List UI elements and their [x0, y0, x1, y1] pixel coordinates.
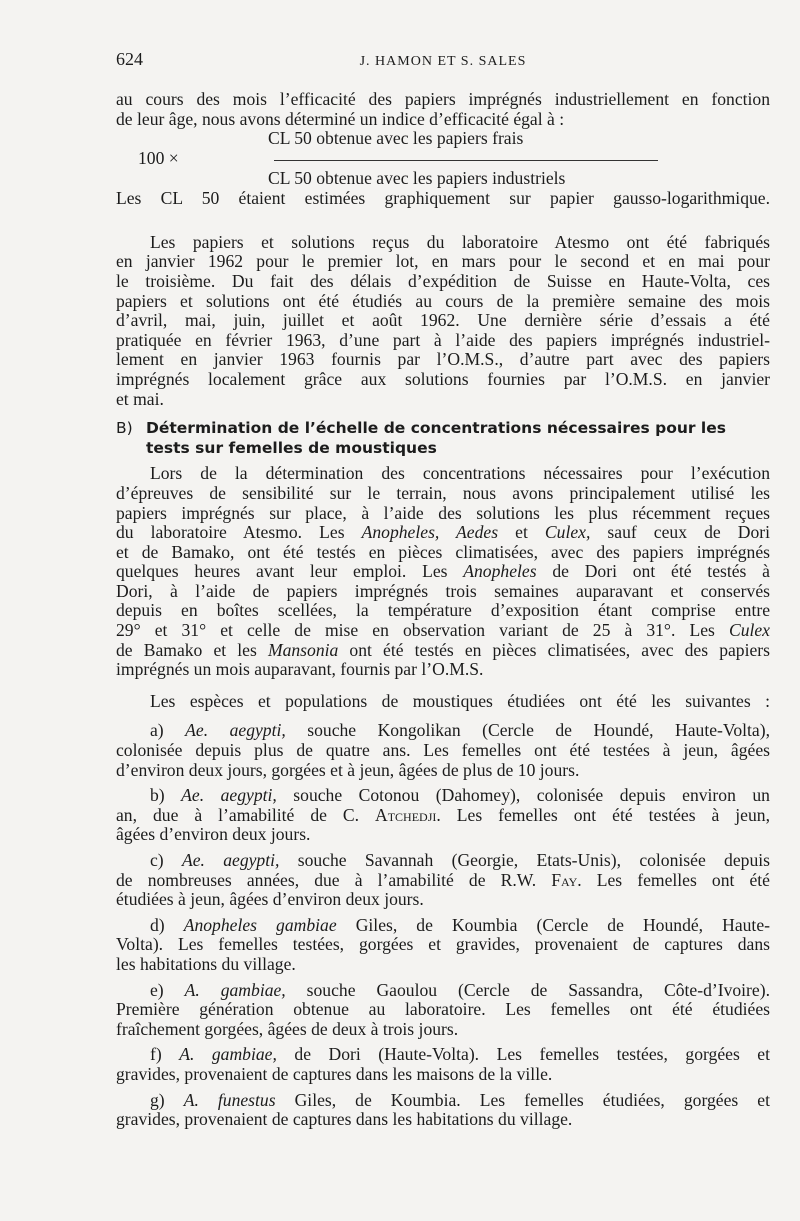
text-line	[116, 601, 770, 621]
text-run: souche Gaoulou (Cercle de Sassandra, Côte-d’Ivoire).	[285, 979, 770, 1000]
text-run: en janvier 1962 pour le premier lot, en mars pour le second et en mai pour	[116, 251, 770, 272]
text-line	[116, 1045, 770, 1065]
text-run: depuis en boîtes scellées, la température d’exposition étant comprise entre	[116, 600, 770, 621]
species-item	[116, 851, 770, 910]
paragraph-concentrations	[116, 464, 770, 680]
text-run: Première génération obtenue au laboratoire. Les femelles ont été étudiées	[116, 999, 770, 1020]
text-run: de leur âge, nous avons déterminé un indice d’efficacité égal à :	[116, 108, 565, 129]
text-run: d)	[150, 914, 184, 935]
text-run: colonisée depuis plus de quatre ans. Les femelles ont été testées à jeun, âgées	[116, 740, 770, 761]
text-run: de Bamako et les	[116, 639, 268, 660]
text-line	[116, 504, 770, 524]
text-line	[116, 350, 770, 370]
text-run: de Dori ont été testés à	[536, 561, 770, 582]
text-run: sauf ceux de Dori	[590, 522, 771, 543]
text-run: souche Kongolikan (Cercle de Houndé, Haute-Volta),	[285, 720, 770, 741]
text-run: an, due à l’amabilité de C.	[116, 804, 376, 825]
text-line	[116, 1065, 770, 1085]
text-line	[116, 110, 770, 130]
species-item	[116, 786, 770, 845]
italic-term: A. funestus	[183, 1089, 276, 1110]
text-line	[116, 761, 770, 781]
text-run: f)	[150, 1044, 180, 1065]
text-line	[116, 641, 770, 661]
text-line	[116, 331, 770, 351]
italic-term: Mansonia	[267, 639, 339, 660]
text-run: imprégnés localement grâce aux solutions fournies par l’O.M.S. en janvier	[116, 368, 770, 389]
text-run: ont été testés en pièces climatisées, avec des papiers	[338, 639, 770, 660]
text-run: et	[498, 522, 545, 543]
text-line	[116, 935, 770, 955]
text-line	[116, 621, 770, 641]
text-run: imprégnés un mois auparavant, fournis par l’O.M.S.	[116, 659, 484, 680]
text-line	[116, 851, 770, 871]
formula-numerator: CL 50 obtenue avec les papiers frais	[268, 128, 524, 149]
text-line	[116, 955, 770, 975]
text-run: gravides, provenaient de captures dans les maisons de la ville.	[116, 1063, 553, 1084]
italic-term: A. gambiae,	[179, 1044, 277, 1065]
text-line	[116, 582, 770, 602]
species-item	[116, 1045, 770, 1084]
text-run: a)	[150, 720, 186, 741]
text-run: e)	[150, 979, 185, 1000]
page-header	[116, 50, 770, 74]
paragraph-cl50	[116, 189, 770, 209]
text-run: de nombreuses années, due à l’amabilité de R.W.	[116, 869, 552, 890]
text-run: . Les femelles ont été testées à jeun,	[436, 804, 770, 825]
text-line	[116, 1020, 770, 1040]
text-line	[116, 562, 770, 582]
text-run: les habitations du village.	[116, 953, 296, 974]
text-run: Lors de la détermination des concentrations nécessaires pour l’exécution	[150, 463, 770, 484]
text-run: Les CL 50 étaient estimées graphiquement sur papier gausso-logarithmique.	[116, 188, 770, 209]
running-title: J. HAMON ET S. SALES	[359, 54, 527, 69]
text-run: et de Bamako, ont été testés en pièces climatisées, avec des papiers imprégnés	[116, 541, 770, 562]
species-item	[116, 721, 770, 780]
text-run: lement en janvier 1963 fournis par l’O.M.S., d’autre part avec des papiers	[116, 349, 770, 370]
species-item	[116, 981, 770, 1040]
page-number: 624	[116, 49, 143, 69]
fraction-bar	[274, 160, 658, 161]
text-line	[116, 292, 770, 312]
text-line	[116, 692, 770, 712]
text-line	[116, 916, 770, 936]
text-line	[116, 233, 770, 253]
italic-term: Anopheles gambiae	[183, 914, 337, 935]
text-line	[116, 660, 770, 680]
text-run: papiers et solutions ont été étudiés au cours de la première semaine des mois	[116, 290, 770, 311]
text-run: fraîchement gorgées, âgées de deux à trois jours.	[116, 1018, 459, 1039]
text-run: gravides, provenaient de captures dans les habitations du village.	[116, 1109, 573, 1130]
text-run: c)	[150, 850, 182, 870]
efficacy-formula	[116, 129, 770, 189]
paragraph-papers	[116, 233, 770, 409]
text-run: Giles, de Koumbia. Les femelles étudiées, gorgées et	[275, 1089, 771, 1110]
text-line	[116, 721, 770, 741]
text-line	[116, 1000, 770, 1020]
text-line	[116, 464, 770, 484]
text-run: étudiées à jeun, âgées d’environ deux jours.	[116, 889, 424, 910]
text-run: Giles, de Koumbia (Cercle de Houndé, Haute-	[336, 914, 770, 935]
text-line	[116, 523, 770, 543]
italic-term: Ae. aegypti,	[181, 785, 277, 806]
text-run: d’environ deux jours, gorgées et à jeun, âgées de plus de 10 jours.	[116, 759, 580, 780]
italic-term: Anopheles, Aedes	[361, 522, 499, 543]
author-name: Atchedji	[375, 804, 437, 825]
text-line	[116, 370, 770, 390]
species-list	[116, 721, 770, 1129]
paragraph-intro	[116, 90, 770, 129]
text-run: Les espèces et populations de moustiques étudiées ont été les suivantes :	[150, 690, 770, 711]
paragraph-species-intro	[116, 692, 770, 712]
text-run: souche Cotonou (Dahomey), colonisée depuis environ un	[276, 785, 770, 806]
species-item	[116, 916, 770, 975]
document-page	[116, 50, 770, 1136]
text-line	[116, 90, 770, 110]
text-run: . Les femelles ont été	[577, 869, 770, 890]
text-line	[116, 741, 770, 761]
formula-denominator: CL 50 obtenue avec les papiers industriels	[268, 168, 566, 189]
formula-prefix: 100 ×	[138, 148, 179, 169]
text-line	[116, 311, 770, 331]
text-run: pratiquée en février 1963, d’une part à l’aide des papiers imprégnés industriel-	[116, 329, 770, 350]
text-run: d’avril, mai, juin, juillet et août 1962. Une dernière série d’essais a été	[116, 310, 770, 331]
text-run: de Dori (Haute-Volta). Les femelles testées, gorgées et	[276, 1044, 770, 1065]
text-run: g)	[150, 1089, 184, 1110]
text-run: Volta). Les femelles testées, gorgées et gravides, provenaient de captures dans	[116, 934, 770, 955]
text-line	[116, 484, 770, 504]
italic-term: Anopheles	[463, 561, 537, 582]
text-run: papiers imprégnés sur place, à l’aide des solutions les plus récemment reçues	[116, 502, 770, 523]
text-run: 29° et 31° et celle de mise en observation variant de 25 à 31°. Les	[116, 620, 729, 641]
text-run: le troisième. Du fait des délais d’expédition de Suisse en Haute-Volta, ces	[116, 270, 770, 291]
italic-term: Ae. aegypti,	[181, 850, 280, 870]
text-line	[116, 786, 770, 806]
text-line	[116, 272, 770, 292]
text-line	[116, 189, 770, 209]
section-title-line: tests sur femelles de moustiques	[146, 438, 437, 457]
author-name: Fay	[551, 869, 578, 890]
text-run: et mai.	[116, 388, 164, 409]
text-run: quelques heures avant leur emploi. Les	[116, 561, 464, 582]
italic-term: A. gambiae,	[184, 979, 286, 1000]
italic-term: Culex,	[544, 522, 591, 543]
text-line	[116, 981, 770, 1001]
text-line	[116, 871, 770, 891]
italic-term: Culex	[728, 620, 770, 641]
text-run: âgées d’environ deux jours.	[116, 824, 311, 845]
text-run: b)	[150, 785, 182, 806]
text-run: souche Savannah (Georgie, Etats-Unis), colonisée depuis	[279, 850, 770, 870]
text-run: d’épreuves de sensibilité sur le terrain, nous avons principalement utilisé les	[116, 482, 770, 503]
section-title-line: Détermination de l’échelle de concentrations nécessaires pour les	[146, 419, 726, 438]
species-item	[116, 1091, 770, 1130]
section-label: B)	[116, 419, 133, 438]
text-run: Dori, à l’aide de papiers imprégnés trois semaines auparavant et conservés	[116, 580, 770, 601]
text-line	[116, 890, 770, 910]
text-run: Les papiers et solutions reçus du laboratoire Atesmo ont été fabriqués	[150, 231, 770, 252]
text-line	[116, 390, 770, 410]
text-line	[116, 252, 770, 272]
text-line	[116, 825, 770, 845]
text-run: du laboratoire Atesmo. Les	[116, 522, 362, 543]
text-line	[116, 806, 770, 826]
text-line	[116, 1091, 770, 1111]
text-run: au cours des mois l’efficacité des papiers imprégnés industriellement en fonction	[116, 89, 770, 109]
italic-term: Ae. aegypti,	[185, 720, 286, 741]
section-heading	[116, 419, 770, 458]
text-line	[116, 543, 770, 563]
text-line	[116, 1110, 770, 1130]
